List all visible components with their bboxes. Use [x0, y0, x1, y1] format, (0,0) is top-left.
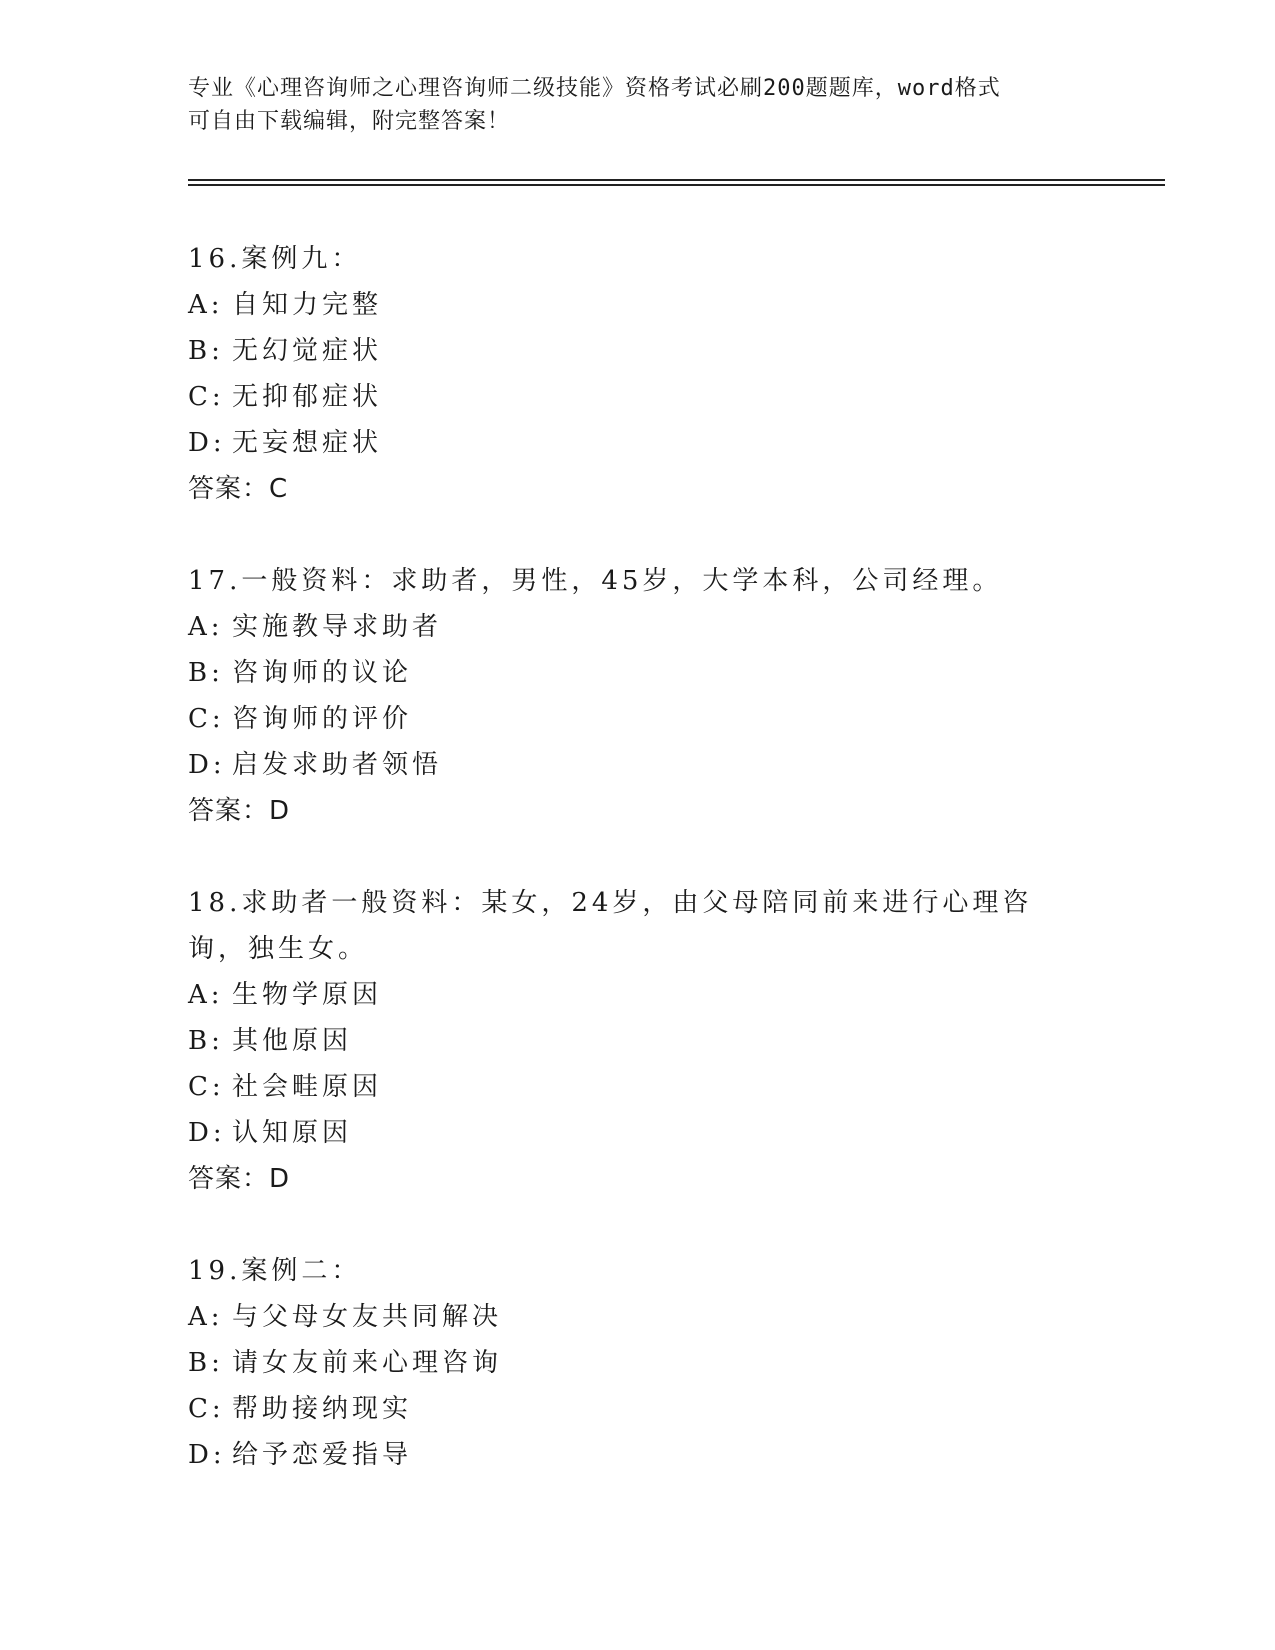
option-letter: C: [188, 382, 225, 412]
option-b [188, 328, 1088, 374]
option-letter: A: [188, 290, 224, 320]
option-text: 生物学原因 [232, 980, 383, 1010]
option-d [188, 742, 1088, 788]
question-18 [188, 880, 1088, 1202]
option-text: 请女友前来心理咨询 [232, 1348, 503, 1378]
option-text: 无妄想症状 [232, 428, 383, 458]
option-c [188, 374, 1088, 420]
option-text: 给予恋爱指导 [232, 1440, 413, 1470]
option-a [188, 604, 1088, 650]
answer: 答案：C [188, 474, 289, 504]
option-letter: C: [188, 1072, 225, 1102]
option-d [188, 1432, 1088, 1478]
option-letter: B: [188, 1348, 224, 1378]
option-text: 无幻觉症状 [232, 336, 383, 366]
option-text: 启发求助者领悟 [232, 750, 443, 780]
option-text: 咨询师的议论 [232, 658, 413, 688]
option-letter: A: [188, 980, 224, 1010]
option-letter: B: [188, 1026, 224, 1056]
option-letter: D: [188, 750, 226, 780]
option-letter: C: [188, 1394, 225, 1424]
option-text: 无抑郁症状 [232, 382, 383, 412]
answer: 答案：D [188, 1164, 291, 1194]
question-16 [188, 236, 1088, 512]
question-stem: 19.案例二： [188, 1256, 362, 1286]
option-letter: B: [188, 658, 224, 688]
header-divider-top [188, 179, 1165, 181]
option-text: 其他原因 [232, 1026, 353, 1056]
option-text: 自知力完整 [232, 290, 383, 320]
option-b [188, 1340, 1088, 1386]
option-text: 社会畦原因 [232, 1072, 383, 1102]
header-line-1: 专业《心理咨询师之心理咨询师二级技能》资格考试必刷200题题库，word格式 [188, 76, 1001, 101]
option-text: 帮助接纳现实 [232, 1394, 413, 1424]
option-letter: D: [188, 1440, 226, 1470]
option-c [188, 1386, 1088, 1432]
answer: 答案：D [188, 796, 291, 826]
option-text: 认知原因 [232, 1118, 353, 1148]
option-a [188, 1294, 1088, 1340]
question-stem: 17.一般资料：求助者，男性，45岁，大学本科，公司经理。 [188, 566, 1003, 596]
option-letter: C: [188, 704, 225, 734]
option-letter: D: [188, 1118, 226, 1148]
header-divider-bottom [188, 184, 1165, 186]
header-line-2: 可自由下载编辑，附完整答案！ [188, 109, 511, 134]
option-b [188, 650, 1088, 696]
option-letter: B: [188, 336, 224, 366]
option-text: 咨询师的评价 [232, 704, 413, 734]
question-stem: 16.案例九： [188, 244, 362, 274]
question-17 [188, 558, 1088, 834]
option-d [188, 1110, 1088, 1156]
question-list [188, 236, 1088, 1524]
option-letter: A: [188, 1302, 224, 1332]
option-a [188, 972, 1088, 1018]
option-text: 与父母女友共同解决 [232, 1302, 503, 1332]
option-letter: D: [188, 428, 226, 458]
option-b [188, 1018, 1088, 1064]
option-c [188, 1064, 1088, 1110]
document-header [188, 72, 1088, 138]
option-c [188, 696, 1088, 742]
question-19 [188, 1248, 1088, 1478]
option-a [188, 282, 1088, 328]
question-stem: 18.求助者一般资料：某女，24岁，由父母陪同前来进行心理咨询，独生女。 [188, 888, 1033, 964]
option-text: 实施教导求助者 [232, 612, 443, 642]
option-d [188, 420, 1088, 466]
option-letter: A: [188, 612, 224, 642]
